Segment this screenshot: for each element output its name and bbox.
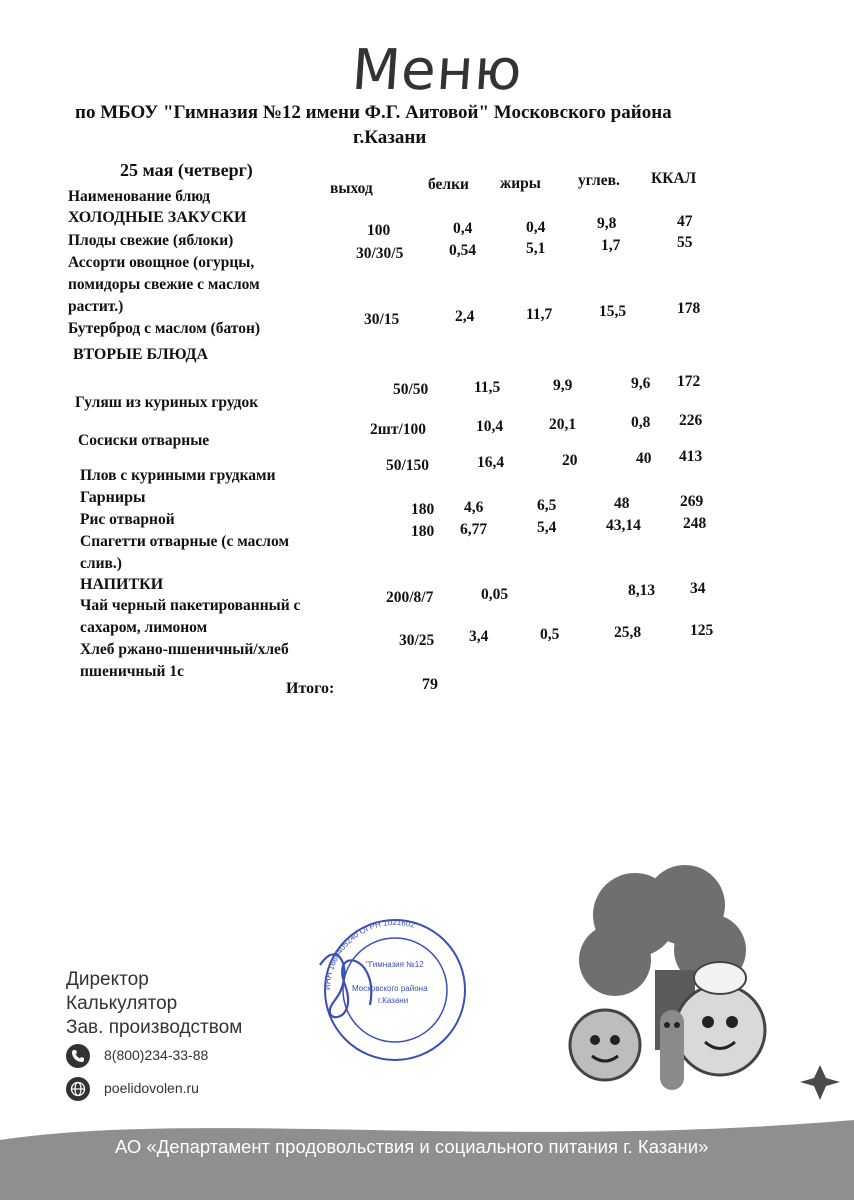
total-value: 79 — [422, 676, 438, 693]
phone-number[interactable]: 8(800)234-33-88 — [104, 1047, 209, 1063]
dish-kcal: 47 — [677, 213, 693, 230]
dish-name: растит.) — [68, 298, 124, 315]
dish-name: Рис отварной — [80, 511, 175, 528]
organization-name: АО «Департамент продовольствия и социального питания г. Казани» — [115, 1136, 709, 1157]
total-label: Итого: — [286, 680, 335, 697]
dish-name: пшеничный 1с — [80, 663, 184, 680]
dish-output: 30/15 — [364, 311, 400, 328]
menu-title: Меню — [349, 38, 525, 103]
dish-carbs: 25,8 — [614, 624, 642, 641]
dish-name: Гуляш из куриных грудок — [75, 394, 259, 411]
col-carbs-header: углев. — [578, 172, 620, 189]
dish-carbs: 1,7 — [601, 237, 621, 254]
section-side-dishes: Гарниры — [80, 489, 146, 506]
dish-fat: 20 — [562, 452, 578, 469]
dish-kcal: 55 — [677, 234, 693, 251]
role-calculator: Калькулятор — [66, 993, 178, 1014]
section-drinks: НАПИТКИ — [80, 576, 164, 593]
dish-carbs: 8,13 — [628, 582, 656, 599]
dish-output: 100 — [367, 222, 391, 239]
dish-name: Плов с куриными грудками — [80, 467, 276, 484]
dish-name: Чай черный пакетированный с — [80, 597, 301, 614]
dish-name: Ассорти овощное (огурцы, — [68, 254, 255, 271]
col-fat-header: жиры — [500, 175, 541, 192]
school-name-line2: г.Казани — [353, 127, 427, 148]
dish-name: Спагетти отварные (с маслом — [80, 533, 290, 550]
dish-protein: 0,54 — [449, 242, 477, 259]
dish-name: сахаром, лимоном — [80, 619, 208, 636]
dish-carbs: 0,8 — [631, 414, 651, 431]
dish-kcal: 125 — [690, 622, 714, 639]
dish-protein: 4,6 — [464, 499, 484, 516]
dish-name: Сосиски отварные — [78, 432, 210, 449]
dish-output: 30/25 — [399, 632, 435, 649]
role-director: Директор — [66, 969, 149, 990]
dish-protein: 16,4 — [477, 454, 505, 471]
dish-protein: 6,77 — [460, 521, 488, 538]
dish-fat: 9,9 — [553, 377, 573, 394]
dish-kcal: 34 — [690, 580, 706, 597]
dish-output: 30/30/5 — [356, 245, 404, 262]
stamp-ring-text: ИНН 1660405240 ОГРН 1021602 — [322, 917, 416, 991]
dish-kcal: 269 — [680, 493, 704, 510]
dish-carbs: 40 — [636, 450, 652, 467]
dish-carbs: 48 — [614, 495, 630, 512]
dish-fat: 6,5 — [537, 497, 557, 514]
stamp-line-3: г.Казани — [378, 996, 409, 1005]
dish-kcal: 178 — [677, 300, 701, 317]
dish-name: Хлеб ржано-пшеничный/хлеб — [80, 641, 289, 658]
col-output-header: выход — [330, 180, 373, 197]
dish-protein: 11,5 — [474, 379, 501, 396]
dish-output: 200/8/7 — [386, 589, 434, 606]
dish-carbs: 15,5 — [599, 303, 627, 320]
dish-fat: 5,1 — [526, 240, 546, 257]
dish-name: Плоды свежие (яблоки) — [68, 232, 234, 249]
dish-name: помидоры свежие с маслом — [68, 276, 260, 293]
school-name-line1: по МБОУ "Гимназия №12 имени Ф.Г. Аитовой" Московского района — [75, 102, 672, 123]
dish-name: Бутерброд с маслом (батон) — [68, 320, 261, 337]
col-name-header: Наименование блюд — [68, 188, 211, 205]
dish-output: 180 — [411, 501, 435, 518]
dish-kcal: 413 — [679, 448, 703, 465]
col-protein-header: белки — [428, 176, 469, 193]
dish-fat: 0,4 — [526, 219, 546, 236]
dish-name: слив.) — [80, 555, 122, 572]
sparkle-icon — [800, 1065, 840, 1100]
dish-protein: 10,4 — [476, 418, 504, 435]
dish-kcal: 172 — [677, 373, 701, 390]
sausage-mascot-icon — [660, 1010, 684, 1090]
dish-fat: 0,5 — [540, 626, 560, 643]
dish-protein: 0,05 — [481, 586, 509, 603]
dish-carbs: 9,6 — [631, 375, 651, 392]
dish-protein: 0,4 — [453, 220, 473, 237]
bread-mascot-icon — [570, 1010, 640, 1080]
stamp-line-1: "Гимназия №12 — [366, 960, 424, 969]
official-stamp — [300, 915, 480, 1065]
dish-protein: 2,4 — [455, 308, 475, 325]
dish-carbs: 43,14 — [606, 517, 641, 534]
dish-output: 50/150 — [386, 457, 430, 474]
section-main-courses: ВТОРЫЕ БЛЮДА — [73, 346, 208, 363]
menu-date: 25 мая (четверг) — [120, 160, 253, 180]
role-production-head: Зав. производством — [66, 1017, 243, 1038]
dish-output: 180 — [411, 523, 435, 540]
dish-fat: 20,1 — [549, 416, 577, 433]
col-kcal-header: ККАЛ — [651, 170, 697, 187]
website-link[interactable]: poelidovolen.ru — [104, 1080, 199, 1096]
dish-kcal: 248 — [683, 515, 707, 532]
stamp-line-2: Московского района — [352, 984, 428, 993]
dish-kcal: 226 — [679, 412, 703, 429]
dish-fat: 5,4 — [537, 519, 557, 536]
dish-fat: 11,7 — [526, 306, 553, 323]
dish-carbs: 9,8 — [597, 215, 617, 232]
phone-icon — [66, 1044, 90, 1068]
globe-icon — [66, 1077, 90, 1101]
section-cold-snacks: ХОЛОДНЫЕ ЗАКУСКИ — [68, 209, 247, 226]
mascot-illustration — [520, 860, 854, 1120]
dish-protein: 3,4 — [469, 628, 489, 645]
dish-output: 50/50 — [393, 381, 429, 398]
dish-output: 2шт/100 — [370, 421, 427, 438]
